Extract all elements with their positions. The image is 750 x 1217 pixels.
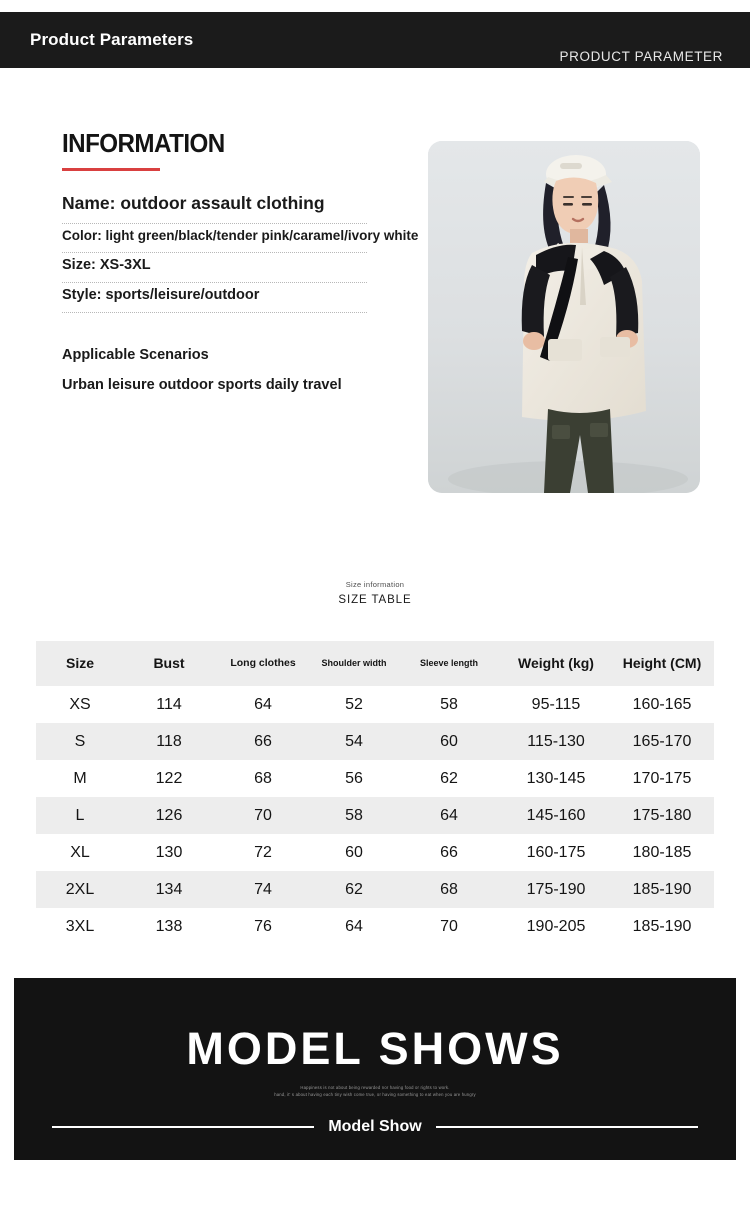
cell-weight: 115-130 bbox=[527, 732, 585, 750]
page-header-bar bbox=[0, 12, 750, 68]
size-caption-small: Size information bbox=[345, 580, 405, 589]
cell-bust: 134 bbox=[155, 880, 183, 898]
size-caption-big: SIZE TABLE bbox=[338, 594, 412, 606]
cell-bust: 126 bbox=[155, 806, 183, 824]
cell-shoulder-width: 60 bbox=[345, 843, 363, 861]
cell-sleeve-length: 66 bbox=[440, 843, 458, 861]
cell-sleeve-length: 70 bbox=[440, 917, 458, 935]
applicable-scenarios-block bbox=[62, 340, 402, 400]
table-row bbox=[36, 908, 714, 945]
table-row bbox=[36, 871, 714, 908]
cell-bust: 118 bbox=[156, 732, 182, 750]
cell-long-clothes: 68 bbox=[254, 769, 272, 787]
divider-left bbox=[52, 1126, 314, 1128]
table-row bbox=[36, 834, 714, 871]
scenarios-value: Urban leisure outdoor sports daily travel bbox=[62, 376, 342, 393]
cell-height: 165-170 bbox=[632, 732, 692, 750]
cell-height: 160-165 bbox=[632, 695, 692, 713]
table-row bbox=[36, 760, 714, 797]
column-header-long-clothes: Long clothes bbox=[230, 656, 296, 669]
cell-weight: 160-175 bbox=[526, 843, 586, 861]
list-item bbox=[62, 224, 419, 253]
page-title-secondary: PRODUCT PARAMETER bbox=[559, 49, 723, 64]
model-shows-banner bbox=[14, 978, 736, 1160]
cell-long-clothes: 76 bbox=[254, 917, 272, 935]
model-shows-subtitle: Model Show bbox=[328, 1118, 422, 1135]
cell-height: 185-190 bbox=[632, 917, 692, 935]
information-section bbox=[62, 128, 419, 400]
information-heading: INFORMATION bbox=[62, 128, 225, 158]
size-table bbox=[36, 641, 714, 945]
divider bbox=[62, 312, 367, 313]
cell-size: M bbox=[73, 769, 87, 787]
cell-sleeve-length: 64 bbox=[440, 806, 458, 824]
cell-weight: 190-205 bbox=[526, 917, 586, 935]
column-header-size: Size bbox=[65, 654, 94, 671]
cell-shoulder-width: 64 bbox=[345, 917, 363, 935]
column-header-sleeve-length: Sleeve length bbox=[419, 657, 479, 668]
table-header-row bbox=[36, 641, 714, 686]
size-table-caption bbox=[0, 580, 750, 606]
divider-right bbox=[436, 1126, 698, 1128]
heading-underline bbox=[62, 168, 160, 171]
cell-sleeve-length: 60 bbox=[440, 732, 458, 750]
cell-weight: 175-190 bbox=[526, 880, 586, 898]
scenarios-label: Applicable Scenarios bbox=[62, 346, 209, 363]
cell-sleeve-length: 68 bbox=[440, 880, 458, 898]
cell-bust: 130 bbox=[155, 843, 183, 861]
cell-shoulder-width: 54 bbox=[345, 732, 363, 750]
cell-weight: 130-145 bbox=[526, 769, 586, 787]
cell-height: 185-190 bbox=[632, 880, 692, 898]
cell-bust: 138 bbox=[155, 917, 183, 935]
table-row bbox=[36, 686, 714, 723]
column-header-shoulder-width: Shoulder width bbox=[321, 657, 387, 668]
cell-long-clothes: 72 bbox=[254, 843, 272, 861]
cell-shoulder-width: 62 bbox=[345, 880, 363, 898]
cell-size: XS bbox=[69, 695, 91, 713]
model-shows-subtitle-row bbox=[14, 1118, 736, 1136]
cell-shoulder-width: 52 bbox=[345, 695, 363, 713]
cell-sleeve-length: 58 bbox=[440, 695, 458, 713]
cell-bust: 114 bbox=[156, 695, 182, 713]
cell-size: 2XL bbox=[65, 880, 95, 898]
product-photo-illustration bbox=[428, 141, 700, 493]
cell-size: S bbox=[74, 732, 86, 750]
cell-sleeve-length: 62 bbox=[440, 769, 458, 787]
cell-size: XL bbox=[70, 843, 90, 861]
cell-height: 175-180 bbox=[632, 806, 692, 824]
cell-long-clothes: 64 bbox=[254, 695, 272, 713]
info-name-value: Name: outdoor assault clothing bbox=[62, 192, 325, 213]
info-color-value: Color: light green/black/tender pink/caramel/ivory white bbox=[62, 227, 419, 243]
list-item bbox=[62, 283, 402, 313]
model-shows-microcopy-line2: hand, it' s about having each tiny wish come true, or having something to eat when you are hungry bbox=[274, 1092, 476, 1097]
column-header-height: Height (CM) bbox=[622, 654, 702, 671]
model-shows-microcopy-line1: Happiness is not about being rewarded nor having food or rights to work. bbox=[300, 1085, 450, 1090]
table-row bbox=[36, 723, 714, 760]
cell-long-clothes: 74 bbox=[254, 880, 272, 898]
cell-long-clothes: 70 bbox=[254, 806, 272, 824]
cell-weight: 145-160 bbox=[526, 806, 586, 824]
table-row bbox=[36, 797, 714, 834]
cell-weight: 95-115 bbox=[531, 695, 581, 713]
cell-bust: 122 bbox=[155, 769, 183, 787]
cell-height: 170-175 bbox=[632, 769, 692, 787]
list-item bbox=[62, 253, 402, 283]
info-size-value: Size: XS-3XL bbox=[62, 256, 151, 273]
cell-size: 3XL bbox=[65, 917, 95, 935]
cell-long-clothes: 66 bbox=[254, 732, 272, 750]
information-list bbox=[62, 189, 419, 313]
column-header-bust: Bust bbox=[153, 654, 185, 671]
list-item bbox=[62, 189, 402, 224]
info-style-value: Style: sports/leisure/outdoor bbox=[62, 286, 260, 303]
cell-shoulder-width: 58 bbox=[345, 806, 363, 824]
cell-height: 180-185 bbox=[632, 843, 692, 861]
cell-size: L bbox=[75, 806, 85, 824]
model-shows-title: MODEL SHOWS bbox=[186, 1023, 564, 1074]
cell-shoulder-width: 56 bbox=[345, 769, 363, 787]
product-photo bbox=[428, 141, 700, 493]
page-title: Product Parameters bbox=[30, 30, 194, 49]
column-header-weight: Weight (kg) bbox=[518, 654, 594, 671]
